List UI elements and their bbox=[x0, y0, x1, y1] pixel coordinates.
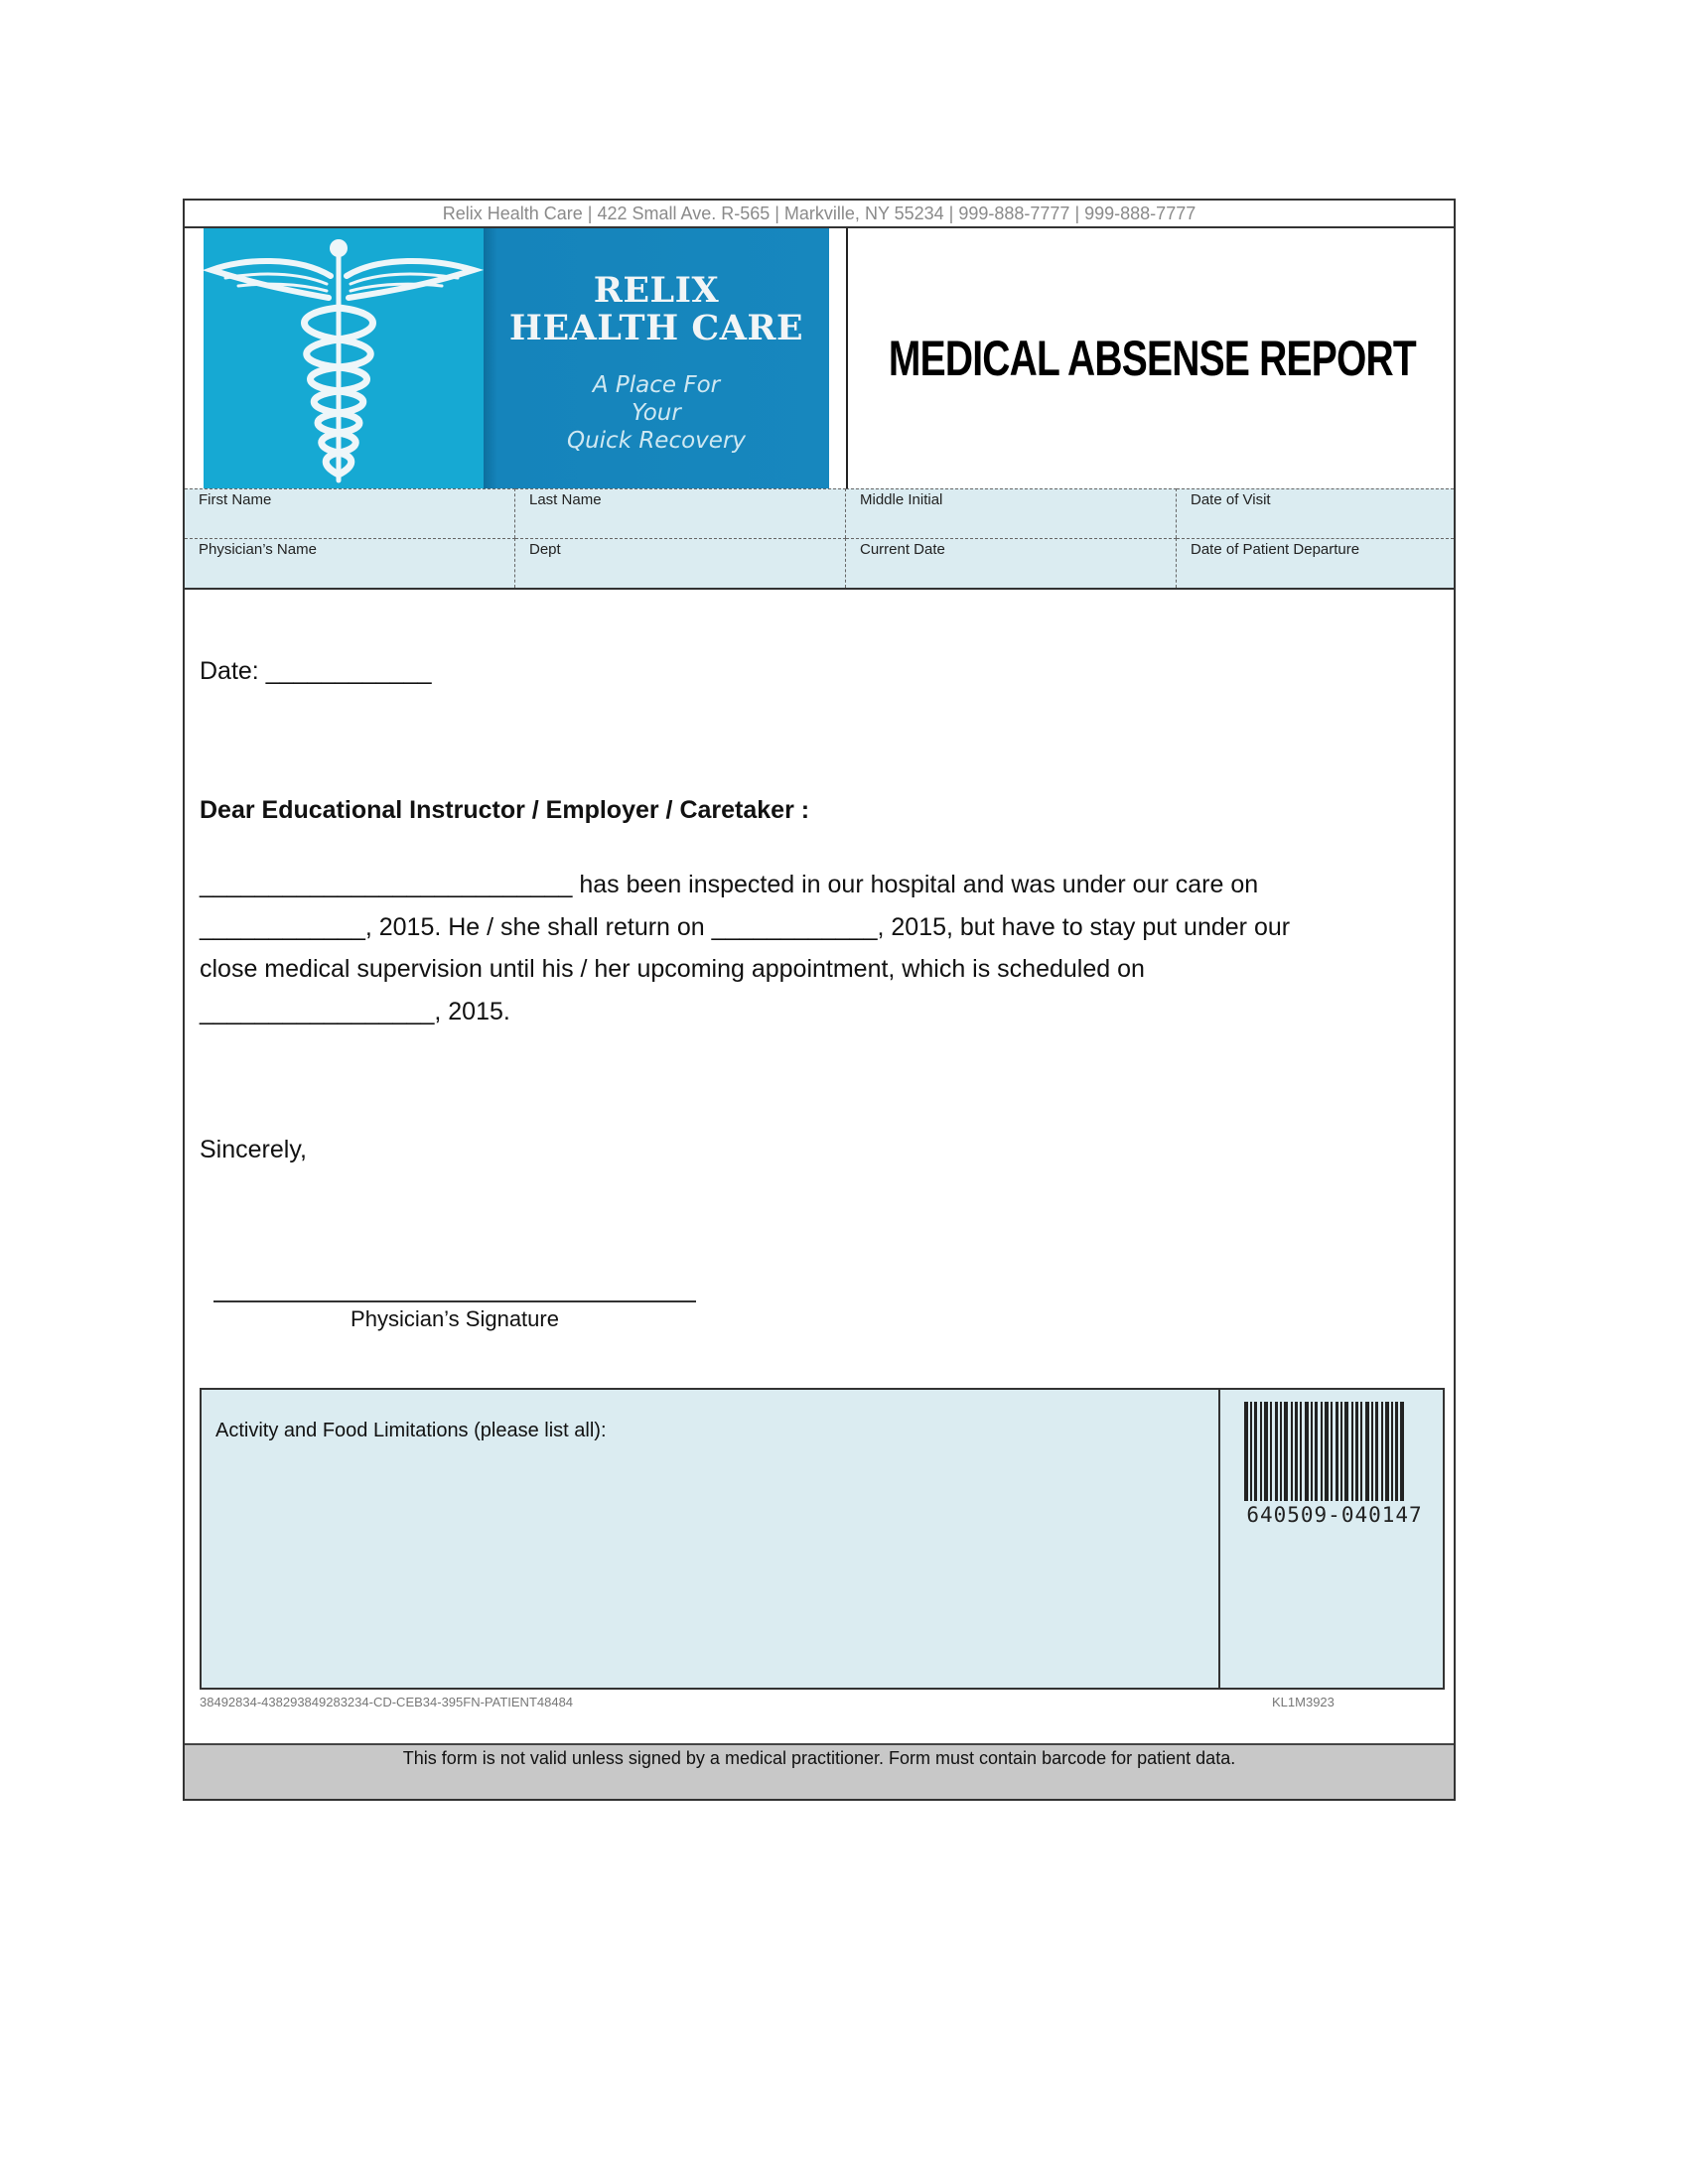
field-physician-name[interactable] bbox=[185, 538, 515, 588]
logo-text-panel bbox=[484, 228, 829, 488]
field-label: Dept bbox=[529, 541, 561, 558]
logo-tagline bbox=[484, 371, 829, 455]
contact-header: Relix Health Care | 422 Small Ave. R-565 | Markville, NY 55234 | 999-888-7777 | 999-888-7777 bbox=[185, 201, 1454, 228]
paragraph-line-3: close medical supervision until his / her upcoming appointment, which is scheduled on bbox=[200, 955, 1145, 983]
letter-date-line[interactable]: Date: ____________ bbox=[200, 657, 432, 685]
barcode-cell bbox=[1220, 1390, 1443, 1688]
barcode-icon bbox=[1244, 1402, 1425, 1501]
field-label: First Name bbox=[199, 491, 272, 508]
logo-brand-line-1: RELIX bbox=[593, 270, 720, 311]
logo-tagline-line-3: Quick Recovery bbox=[566, 428, 747, 454]
medical-absence-form bbox=[183, 199, 1456, 1801]
field-date-of-visit[interactable] bbox=[1177, 488, 1454, 538]
letter-closing: Sincerely, bbox=[200, 1136, 307, 1163]
field-date-of-departure[interactable] bbox=[1177, 538, 1454, 588]
field-last-name[interactable] bbox=[515, 488, 846, 538]
field-dept[interactable] bbox=[515, 538, 846, 588]
title-cell bbox=[846, 228, 1456, 488]
paragraph-line-2[interactable]: ____________, 2015. He / she shall return on ____________, 2015, but have to stay put under our bbox=[200, 912, 1291, 941]
paragraph-line-1[interactable]: ___________________________ has been inspected in our hospital and was under our care on bbox=[200, 871, 1259, 898]
field-label: Date of Patient Departure bbox=[1191, 541, 1360, 558]
field-label: Middle Initial bbox=[860, 491, 943, 508]
limitations-box bbox=[200, 1388, 1445, 1690]
signature-line[interactable] bbox=[213, 1300, 696, 1302]
field-first-name[interactable] bbox=[185, 488, 515, 538]
logo-tagline-line-1: A Place For bbox=[592, 372, 721, 398]
logo-tagline-line-2: Your bbox=[632, 400, 681, 426]
limitations-field[interactable] bbox=[202, 1390, 1220, 1688]
signature-label: Physician’s Signature bbox=[351, 1306, 559, 1331]
footer-notice: This form is not valid unless signed by a medical practitioner. Form must contain barcode for patient data. bbox=[185, 1743, 1454, 1799]
field-current-date[interactable] bbox=[846, 538, 1177, 588]
field-middle-initial[interactable] bbox=[846, 488, 1177, 538]
patient-fields-grid bbox=[185, 488, 1454, 590]
barcode-number: 640509-040147 bbox=[1246, 1503, 1423, 1527]
caduceus-icon bbox=[204, 228, 484, 488]
field-label: Physician’s Name bbox=[199, 541, 317, 558]
form-reference-code: KL1M3923 bbox=[1272, 1695, 1335, 1709]
letter-salutation: Dear Educational Instructor / Employer / Caretaker : bbox=[200, 796, 810, 824]
company-logo bbox=[204, 228, 829, 488]
field-label: Current Date bbox=[860, 541, 945, 558]
field-label: Last Name bbox=[529, 491, 602, 508]
paragraph-line-4[interactable]: _________________, 2015. bbox=[200, 997, 510, 1025]
field-label: Date of Visit bbox=[1191, 491, 1271, 508]
logo-brand-name bbox=[484, 272, 829, 347]
limitations-label: Activity and Food Limitations (please list all): bbox=[215, 1420, 607, 1441]
logo-brand-line-2: HEALTH CARE bbox=[508, 308, 804, 348]
logo-emblem-panel bbox=[204, 228, 484, 488]
patient-reference-code: 38492834-438293849283234-CD-CEB34-395FN-PATIENT48484 bbox=[200, 1695, 574, 1709]
form-title: MEDICAL ABSENSE REPORT bbox=[888, 331, 1416, 386]
letter-paragraph bbox=[200, 864, 1441, 1032]
